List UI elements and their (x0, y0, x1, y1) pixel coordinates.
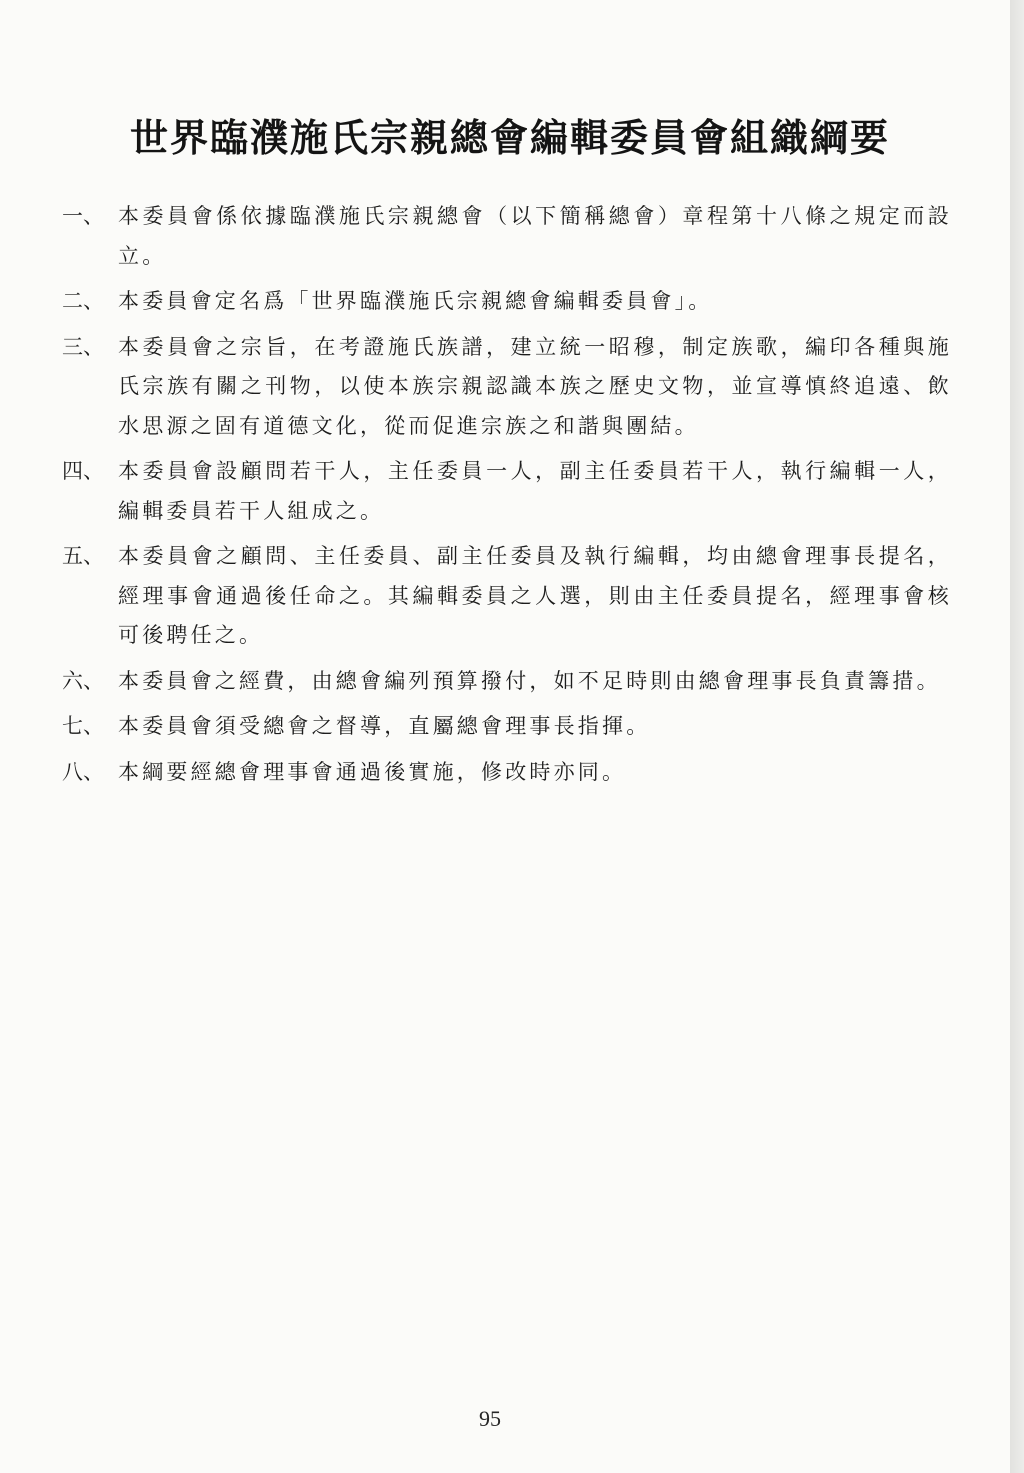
article-number: 八、 (62, 759, 104, 784)
article-text: 本委員會定名爲「世界臨濮施氏宗親總會編輯委員會」。 (118, 289, 713, 313)
article-text: 本委員會之顧問、主任委員、副主任委員及執行編輯，均由總會理事長提名，經理事會通過後任命之。其編輯委員之人選，則由主任委員提名，經理事會核可後聘任之。 (118, 544, 952, 647)
article-number: 二、 (62, 289, 104, 313)
article-text: 本委員會之經費，由總會編列預算撥付，如不足時則由總會理事長負責籌措。 (118, 668, 941, 693)
article-text: 本委員會須受總會之督導，直屬總會理事長指揮。 (118, 714, 651, 738)
article-list (62, 197, 952, 798)
page-number: 95 (479, 1406, 501, 1431)
article-3 (62, 328, 952, 447)
article-8 (62, 753, 952, 793)
article-number: 三、 (62, 334, 104, 359)
document-title: 世界臨濮施氏宗親總會編輯委員會組織綱要 (129, 116, 890, 161)
article-number: 四、 (62, 459, 104, 483)
article-text: 本委員會設顧問若干人，主任委員一人，副主任委員若干人，執行編輯一人，編輯委員若干人組成之。 (118, 459, 952, 523)
article-7 (62, 707, 952, 747)
article-text: 本綱要經總會理事會通過後實施，修改時亦同。 (118, 759, 627, 784)
article-2 (62, 282, 952, 322)
article-number: 六、 (62, 668, 104, 693)
article-5 (62, 537, 952, 656)
article-text: 本委員會係依據臨濮施氏宗親總會（以下簡稱總會）章程第十八條之規定而設立。 (118, 204, 952, 268)
page-edge (1010, 0, 1024, 1473)
article-4 (62, 452, 952, 531)
article-text: 本委員會之宗旨，在考證施氏族譜，建立統一昭穆，制定族歌，編印各種與施氏宗族有關之刊物，以使本族宗親認識本族之歷史文物，並宣導慎終追遠、飲水思源之固有道德文化，從而促進宗族之和諧與團結。 (118, 334, 952, 438)
article-number: 七、 (62, 714, 104, 738)
article-number: 一、 (62, 204, 104, 228)
article-6 (62, 662, 952, 702)
article-number: 五、 (62, 544, 104, 568)
article-1 (62, 197, 952, 276)
